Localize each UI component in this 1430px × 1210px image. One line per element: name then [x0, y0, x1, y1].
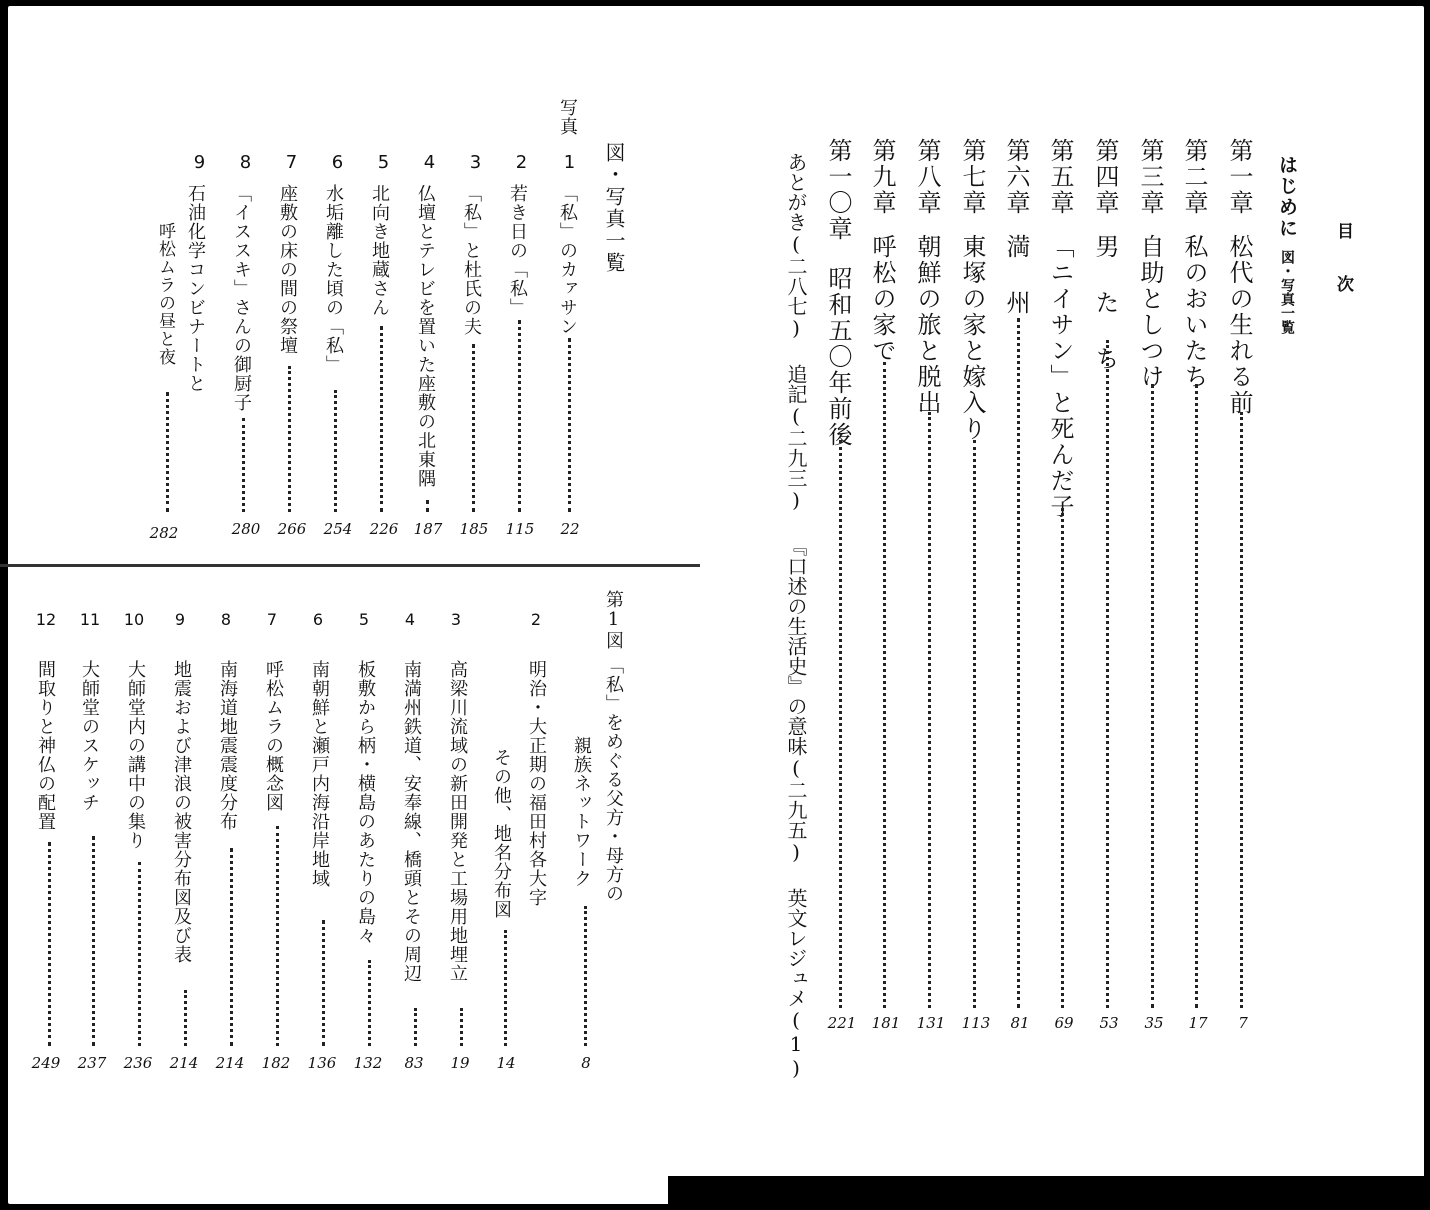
photo-title-9b: 呼松ムラの昼と夜 — [155, 222, 175, 366]
photo-num-9: 9 — [189, 152, 210, 174]
chapter-label-1: 第一章 — [1225, 138, 1253, 216]
figure-leader-7 — [276, 826, 279, 1046]
chapter-title-2: 私のおいたち — [1180, 234, 1208, 390]
figure-title-1a: 「私」をめぐる父方・母方の — [603, 656, 624, 903]
leader-9 — [883, 362, 886, 1008]
chapter-title-10: 昭和五〇年前後 — [824, 266, 852, 448]
figure-title-7: 呼松ムラの概念図 — [263, 660, 284, 812]
section-divider — [0, 564, 700, 567]
photo-title-4: 仏壇とテレビを置いた座敷の北東隅 — [415, 184, 436, 488]
photo-title-9a: 石油化学コンビナートと — [185, 184, 206, 393]
chapter-label-4: 第四章 — [1091, 138, 1119, 216]
scan-shadow — [668, 1176, 1428, 1210]
photo-prefix: 写真 — [557, 98, 578, 136]
photo-num-3: 3 — [465, 152, 486, 174]
photo-num-7: 7 — [281, 152, 302, 174]
figure-num-4: 4 — [404, 610, 416, 629]
photo-num-4: 4 — [419, 152, 440, 174]
toc-title: 目 次 — [1333, 222, 1353, 300]
photo-num-1: 1 — [559, 152, 580, 174]
photo-leader-9 — [166, 392, 169, 512]
chapter-label-2: 第二章 — [1180, 138, 1208, 216]
figure-num-12: 12 — [35, 610, 57, 629]
photo-num-8: 8 — [235, 152, 256, 174]
figure-num-7: 7 — [266, 610, 278, 629]
photo-title-2: 若き日の「私」 — [507, 184, 528, 317]
figure-title-8: 南海道地震震度分布 — [217, 660, 238, 831]
chapter-label-6: 第六章 — [1002, 138, 1030, 216]
chapter-page-7: 113 — [961, 1014, 991, 1032]
chapter-label-9: 第九章 — [868, 138, 896, 216]
photo-page-5: 226 — [369, 520, 399, 538]
leader-5 — [1061, 508, 1064, 1008]
photo-leader-5 — [380, 326, 383, 512]
chapter-page-6: 81 — [1010, 1014, 1030, 1032]
photo-page-1: 22 — [560, 520, 580, 538]
leader-4 — [1106, 340, 1109, 1008]
photo-page-2: 115 — [505, 520, 535, 538]
photo-title-6: 水垢離した頃の「私」 — [323, 184, 344, 374]
figure-page-12: 249 — [31, 1054, 61, 1072]
figure-num-10: 10 — [123, 610, 145, 629]
chapter-page-5: 69 — [1054, 1014, 1074, 1032]
figure-title-10: 大師堂内の講中の集り — [125, 660, 146, 850]
figure-page-6: 136 — [307, 1054, 337, 1072]
leader-8 — [928, 412, 931, 1008]
chapter-label-7: 第七章 — [958, 138, 986, 216]
chapter-title-7: 東塚の家と嫁入り — [958, 234, 986, 442]
figure-leader-3 — [460, 1008, 463, 1046]
figure-num-5: 5 — [358, 610, 370, 629]
toc-intro-sub: 図・写真一覧 — [1279, 250, 1295, 334]
figure-leader-11 — [92, 836, 95, 1046]
figure-leader-8 — [230, 848, 233, 1046]
chapter-label-5: 第五章 — [1046, 138, 1074, 216]
chapter-page-3: 35 — [1144, 1014, 1164, 1032]
photo-num-2: 2 — [511, 152, 532, 174]
chapter-page-1: 7 — [1238, 1014, 1248, 1032]
figure-title-5: 板敷から柄・横島のあたりの島々 — [355, 660, 376, 945]
photo-page-4: 187 — [413, 520, 443, 538]
chapter-page-4: 53 — [1099, 1014, 1119, 1032]
chapter-title-6: 満 州 — [1002, 234, 1030, 316]
figure-leader-4 — [414, 1008, 417, 1046]
figure-title-2a: 明治・大正期の福田村各大字 — [526, 660, 547, 907]
chapter-page-10: 221 — [827, 1014, 857, 1032]
figure-leader-2 — [504, 930, 507, 1046]
figure-page-11: 237 — [77, 1054, 107, 1072]
figure-page-10: 236 — [123, 1054, 153, 1072]
chapter-page-9: 181 — [871, 1014, 901, 1032]
chapter-page-2: 17 — [1188, 1014, 1208, 1032]
photo-page-8: 280 — [231, 520, 261, 538]
chapter-title-5: 「ニイサン」と死んだ子 — [1046, 234, 1074, 520]
photo-page-3: 185 — [459, 520, 489, 538]
figure-page-7: 182 — [261, 1054, 291, 1072]
photo-leader-1 — [568, 338, 571, 512]
photo-leader-3 — [472, 344, 475, 512]
photo-list-title: 図・写真一覧 — [602, 142, 626, 274]
leader-6 — [1017, 318, 1020, 1008]
figure-num-11: 11 — [79, 610, 101, 629]
leader-2 — [1195, 384, 1198, 1008]
figure-title-9: 地震および津浪の被害分布図及び表 — [171, 660, 192, 964]
figure-page-5: 132 — [353, 1054, 383, 1072]
photo-title-8: 「イススキ」さんの御厨子 — [231, 184, 252, 412]
figure-page-4: 83 — [404, 1054, 424, 1072]
figure-title-11: 大師堂のスケッチ — [79, 660, 100, 812]
chapter-title-1: 松代の生れる前 — [1225, 234, 1253, 416]
figure-leader-10 — [138, 862, 141, 1046]
chapter-title-8: 朝鮮の旅と脱出 — [913, 234, 941, 416]
leader-7 — [973, 440, 976, 1008]
figure-page-9: 214 — [169, 1054, 199, 1072]
photo-title-1: 「私」のカァサン — [557, 184, 578, 336]
photo-leader-6 — [334, 390, 337, 512]
toc-intro: はじめに — [1276, 155, 1298, 239]
figure-leader-1 — [584, 906, 587, 1046]
photo-num-6: 6 — [327, 152, 348, 174]
photo-page-7: 266 — [277, 520, 307, 538]
photo-title-5: 北向き地蔵さん — [369, 184, 390, 317]
leader-3 — [1151, 384, 1154, 1008]
photo-title-3: 「私」と杜氏の夫 — [461, 184, 482, 336]
chapter-label-8: 第八章 — [913, 138, 941, 216]
figure-num-2: 2 — [530, 610, 542, 629]
figure-leader-12 — [48, 842, 51, 1046]
photo-leader-4 — [426, 500, 429, 512]
chapter-page-8: 131 — [916, 1014, 946, 1032]
leader-10 — [839, 440, 842, 1008]
photo-leader-8 — [242, 418, 245, 512]
figure-leader-6 — [322, 920, 325, 1046]
figure-page-1: 8 — [581, 1054, 591, 1072]
figure-num-6: 6 — [312, 610, 324, 629]
chapter-title-4: 男 た ち — [1091, 234, 1119, 372]
figure-title-1b: 親族ネットワーク — [571, 736, 592, 888]
figure-title-4: 南満州鉄道、安奉線、橋頭とその周辺 — [401, 660, 422, 983]
photo-leader-7 — [288, 366, 291, 512]
figure-num-9: 9 — [174, 610, 186, 629]
photo-page-9: 282 — [149, 524, 179, 542]
figure-page-3: 19 — [450, 1054, 470, 1072]
toc-afterword: あとがき(二八七) 追記(二九三) 『口述の生活史』の意味(二九五) 英文レジュメ(1) — [784, 152, 808, 1080]
figure-title-2b: その他、地名分布図 — [491, 748, 512, 919]
figure-num-8: 8 — [220, 610, 232, 629]
figure-title-3: 高梁川流域の新田開発と工場用地埋立 — [447, 660, 468, 983]
figure-title-6: 南朝鮮と瀬戸内海沿岸地域 — [309, 660, 330, 888]
leader-1 — [1240, 412, 1243, 1008]
chapter-title-9: 呼松の家で — [868, 234, 896, 364]
chapter-label-10: 第一〇章 — [824, 138, 852, 242]
chapter-title-3: 自助としつけ — [1136, 234, 1164, 390]
photo-num-5: 5 — [373, 152, 394, 174]
figure-title-12: 間取りと神仏の配置 — [35, 660, 56, 831]
photo-title-7: 座敷の床の間の祭壇 — [277, 184, 298, 355]
photo-leader-2 — [518, 320, 521, 512]
figure-prefix: 第1図 — [603, 590, 624, 650]
figure-page-8: 214 — [215, 1054, 245, 1072]
figure-num-3: 3 — [450, 610, 462, 629]
figure-leader-9 — [184, 990, 187, 1046]
photo-page-6: 254 — [323, 520, 353, 538]
figure-leader-5 — [368, 960, 371, 1046]
chapter-label-3: 第三章 — [1136, 138, 1164, 216]
figure-page-2: 14 — [496, 1054, 516, 1072]
